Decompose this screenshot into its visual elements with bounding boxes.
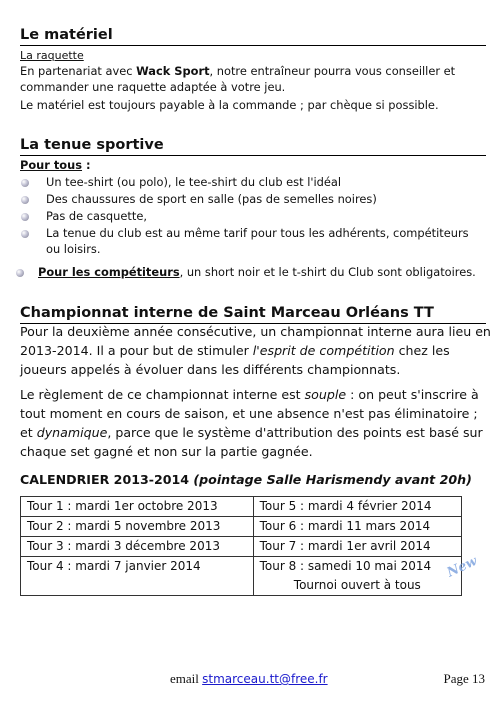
subheading-suffix: :: [82, 158, 91, 172]
list-item: Un tee-shirt (ou polo), le tee-shirt du club est l'idéal: [46, 175, 342, 189]
cell-text: Tour 4 : mardi 7 janvier 2014: [27, 559, 201, 573]
materiel-paragraph-line2: commander une raquette adaptée à votre jeu.: [20, 80, 286, 94]
bullet-icon: [21, 196, 29, 204]
footer-email: [170, 671, 328, 687]
list-item: La tenue du club est au même tarif pour tous les adhérents, compétiteurs: [46, 226, 469, 240]
reglement-line: [20, 423, 483, 442]
emphasis: souple: [304, 387, 347, 402]
emphasis: l'esprit de compétition: [252, 343, 395, 358]
competiteurs-text: , un short noir et le t-shirt du Club sont obligatoires.: [179, 265, 476, 279]
email-link[interactable]: stmarceau.tt@free.fr: [202, 672, 328, 686]
championnat-line: joueurs appelés à évoluer dans les différents championnats.: [20, 362, 401, 377]
bullet-icon: [21, 179, 29, 187]
materiel-paragraph-line1: [20, 64, 486, 80]
tournoi-note: Tournoi ouvert à tous: [293, 578, 421, 592]
brand-name: Wack Sport: [136, 64, 210, 78]
text: En partenariat avec: [20, 64, 137, 78]
table-cell: Tour 3 : mardi 3 décembre 2013: [21, 537, 254, 557]
table-row: [21, 517, 462, 537]
cell-text: Tour 8 : samedi 10 mai 2014: [259, 559, 432, 573]
reglement-line: [20, 385, 479, 404]
list-item-continuation: ou loisirs.: [46, 242, 101, 256]
competiteurs-line: [38, 265, 476, 281]
calendar-title: [20, 470, 472, 489]
text: chez les: [394, 343, 450, 358]
bullet-icon: [21, 230, 29, 238]
email-label: email: [170, 671, 203, 686]
section-heading-championnat: Championnat interne de Saint Marceau Orléans TT: [20, 304, 486, 324]
table-cell: [21, 557, 254, 596]
emphasis: dynamique: [36, 425, 108, 440]
table-cell: Tour 2 : mardi 5 novembre 2013: [21, 517, 254, 537]
calendar-title-text: CALENDRIER 2013-2014: [20, 472, 194, 487]
calendar-title-note: (pointage Salle Harismendy avant 20h): [193, 472, 472, 487]
subheading-label: Pour tous: [20, 158, 83, 172]
materiel-payment-note: Le matériel est toujours payable à la commande ; par chèque si possible.: [20, 98, 439, 112]
table-row: [21, 557, 462, 596]
section-heading-tenue: La tenue sportive: [20, 136, 486, 156]
text: Le règlement de ce championnat interne est: [20, 387, 305, 402]
table-cell: Tour 6 : mardi 11 mars 2014: [253, 517, 461, 537]
text: et: [20, 425, 37, 440]
bullet-icon: [16, 269, 24, 277]
championnat-line: Pour la deuxième année consécutive, un championnat interne aura lieu en: [20, 324, 491, 339]
championnat-line: [20, 341, 450, 360]
competiteurs-label: Pour les compétiteurs: [38, 265, 180, 279]
new-badge: New: [444, 553, 480, 581]
text: : on peut s'inscrire à: [346, 387, 479, 402]
table-cell: Tour 7 : mardi 1er avril 2014: [253, 537, 461, 557]
calendar-table: [20, 496, 462, 596]
page-footer: [0, 671, 500, 691]
table-cell: Tour 5 : mardi 4 février 2014: [253, 497, 461, 517]
table-cell: Tour 1 : mardi 1er octobre 2013: [21, 497, 254, 517]
table-cell: [253, 557, 461, 596]
text: , parce que le système d'attribution des points est basé sur: [107, 425, 483, 440]
reglement-line: chaque set gagné et non sur la partie gagnée.: [20, 444, 313, 459]
subheading-raquette: La raquette: [20, 49, 84, 62]
text: , notre entraîneur pourra vous conseiller et: [209, 64, 456, 78]
reglement-line: tout moment en cours de saison, et une absence n'est pas éliminatoire ;: [20, 406, 478, 421]
list-item: Des chaussures de sport en salle (pas de semelles noires): [46, 192, 377, 206]
text: 2013-2014. Il a pour but de stimuler: [20, 343, 253, 358]
page-number: Page 13: [443, 671, 485, 686]
list-item: Pas de casquette,: [46, 209, 147, 223]
bullet-icon: [21, 213, 29, 221]
table-row: [21, 497, 462, 517]
section-heading-materiel: Le matériel: [20, 26, 486, 46]
table-row: [21, 537, 462, 557]
subheading-pour-tous: [20, 158, 91, 174]
